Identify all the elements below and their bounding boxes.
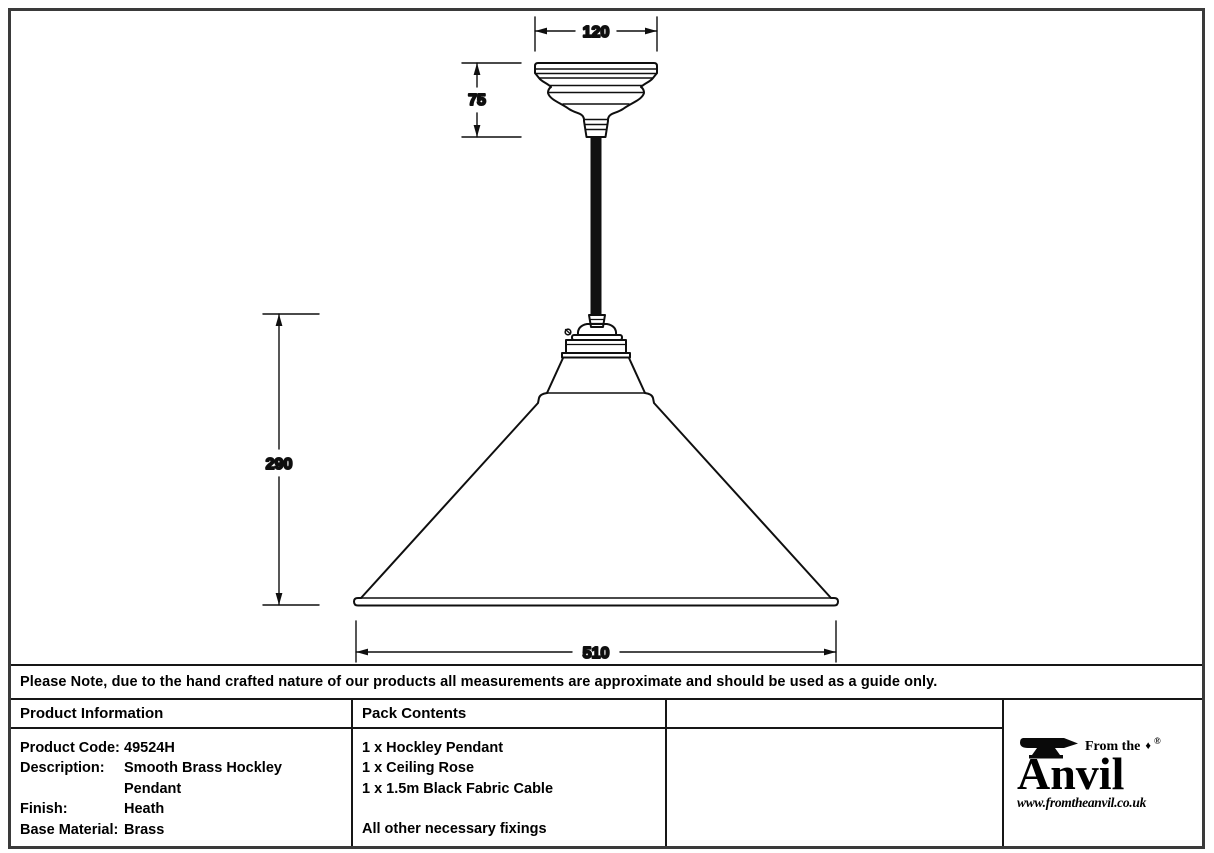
product-code-row xyxy=(20,738,343,759)
finish-value: Heath xyxy=(124,801,165,817)
pack-item: 1 x Hockley Pendant xyxy=(362,739,504,756)
pack-contents-body xyxy=(353,729,665,847)
brand-url: www.fromtheanvil.co.uk xyxy=(1017,794,1147,810)
product-information-body xyxy=(11,729,351,847)
pendant-shade xyxy=(354,358,838,606)
logo-prefix: From the xyxy=(1085,738,1141,754)
base-material-value: Brass xyxy=(124,821,165,838)
base-material-label: Base Material: xyxy=(20,821,119,838)
product-code-label: Product Code: xyxy=(20,739,120,756)
pack-contents-footer: All other necessary fixings xyxy=(362,821,547,837)
empty-column-header xyxy=(667,700,1002,729)
product-information-column xyxy=(11,700,353,847)
measurement-note xyxy=(11,664,1202,698)
brand-column xyxy=(1004,700,1202,847)
pack-contents-header: Pack Contents xyxy=(353,700,665,729)
dim-label-shade-width: 510 xyxy=(582,645,610,662)
pack-contents-column xyxy=(353,700,667,847)
dim-label-rose-width: 120 xyxy=(582,24,610,41)
description-value: Smooth Brass Hockley Pendant xyxy=(124,760,282,797)
diamond-icon: ♦ xyxy=(1145,739,1151,752)
from-the-anvil-logo xyxy=(1017,735,1189,811)
description-row xyxy=(20,758,343,799)
base-material-row xyxy=(20,820,343,841)
dim-label-rose-height: 75 xyxy=(468,92,486,109)
product-information-header: Product Information xyxy=(11,700,351,729)
description-label: Description: xyxy=(20,760,105,776)
finish-label: Finish: xyxy=(20,801,68,817)
pendant-technical-drawing xyxy=(11,11,1202,664)
empty-column-body xyxy=(667,729,1002,847)
product-info-table xyxy=(11,698,1202,847)
finish-row xyxy=(20,799,343,820)
dim-label-shade-height: 290 xyxy=(265,456,293,473)
product-code-value: 49524H xyxy=(124,739,175,756)
pack-item: 1 x Ceiling Rose xyxy=(362,760,475,776)
ceiling-rose-outline xyxy=(535,63,657,137)
measurement-note-text: Please Note, due to the hand crafted nature of our products all measurements are approximate and should be used as a guide only. xyxy=(20,673,938,690)
pack-item: 1 x 1.5m Black Fabric Cable xyxy=(362,780,554,797)
technical-drawing-area xyxy=(11,11,1202,664)
fabric-cable xyxy=(591,137,602,315)
empty-column xyxy=(667,700,1004,847)
spec-sheet xyxy=(8,8,1205,849)
brand-name: Anvil xyxy=(1017,747,1125,799)
registered-mark: ® xyxy=(1153,735,1161,746)
lamp-holder xyxy=(562,315,630,358)
